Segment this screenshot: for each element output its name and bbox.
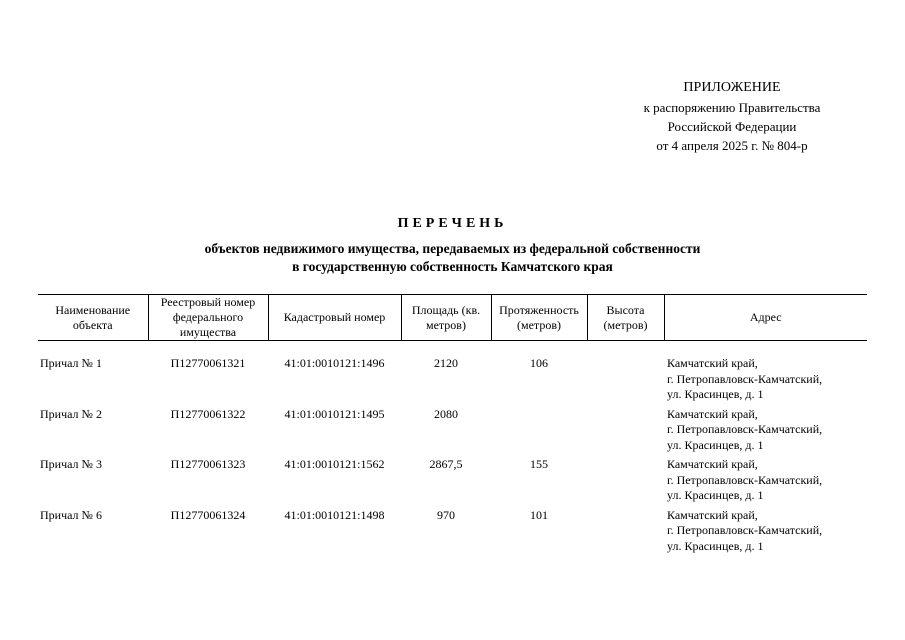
header-length: Протяженность (метров) xyxy=(491,295,587,341)
cell-length: 101 xyxy=(530,507,548,522)
cell-length: 106 xyxy=(530,356,548,370)
address-line-1: Камчатский край, xyxy=(667,457,758,471)
document-subtitle-line-2: в государственную собственность Камчатского края xyxy=(292,259,613,274)
property-table xyxy=(38,294,867,558)
table-row xyxy=(38,407,867,458)
table-row xyxy=(38,457,867,508)
appendix-line-1: к распоряжению Правительства xyxy=(643,100,821,115)
cell-registry: П12770061323 xyxy=(170,457,246,471)
header-area: Площадь (кв. метров) xyxy=(401,295,491,341)
cell-registry: П12770061324 xyxy=(170,507,246,522)
cell-height xyxy=(587,508,664,559)
cell-height xyxy=(587,457,664,508)
address-line-3: ул. Красинцев, д. 1 xyxy=(667,387,764,401)
cell-area: 2120 xyxy=(434,356,458,370)
header-height: Высота (метров) xyxy=(587,295,664,341)
table-row xyxy=(38,356,867,407)
cell-name: Причал № 6 xyxy=(40,507,102,522)
address-line-1: Камчатский край, xyxy=(667,507,758,522)
cell-registry: П12770061321 xyxy=(170,356,246,370)
cell-cadastral: 41:01:0010121:1498 xyxy=(284,507,385,522)
appendix-line-2: Российской Федерации xyxy=(667,119,797,134)
address-line-3: ул. Красинцев, д. 1 xyxy=(667,488,764,502)
cell-area: 2080 xyxy=(434,406,458,421)
cell-area: 2867,5 xyxy=(429,457,463,471)
appendix-line-3: от 4 апреля 2025 г. № 804-р xyxy=(656,138,808,153)
cell-address xyxy=(664,407,867,458)
address-line-1: Камчатский край, xyxy=(667,356,758,370)
cell-length xyxy=(491,407,587,458)
cell-address xyxy=(664,356,867,407)
property-table-container xyxy=(38,294,867,558)
header-registry: Реестровый номер федерального имущества xyxy=(148,295,268,341)
cell-address xyxy=(664,508,867,559)
address-line-2: г. Петропавловск-Камчатский, xyxy=(667,422,823,436)
cell-registry: П12770061322 xyxy=(170,406,246,421)
document-subtitle xyxy=(0,240,905,276)
cell-name: Причал № 3 xyxy=(40,457,102,471)
header-address: Адрес xyxy=(664,295,867,341)
cell-cadastral: 41:01:0010121:1495 xyxy=(284,406,385,421)
address-line-3: ул. Красинцев, д. 1 xyxy=(667,538,764,553)
appendix-title: ПРИЛОЖЕНИЕ xyxy=(683,80,781,95)
header-cadastral: Кадастровый номер xyxy=(268,295,401,341)
address-line-1: Камчатский край, xyxy=(667,406,758,421)
address-line-2: г. Петропавловск-Камчатский, xyxy=(667,371,823,386)
table-row xyxy=(38,508,867,559)
address-line-2: г. Петропавловск-Камчатский, xyxy=(667,523,823,537)
cell-cadastral: 41:01:0010121:1496 xyxy=(284,356,385,370)
cell-name: Причал № 1 xyxy=(40,356,102,370)
cell-name: Причал № 2 xyxy=(40,406,102,421)
table-header-row xyxy=(38,295,867,341)
cell-cadastral: 41:01:0010121:1562 xyxy=(284,457,385,471)
cell-area: 970 xyxy=(437,507,455,522)
table-spacer-row xyxy=(38,341,867,357)
appendix-block xyxy=(602,78,862,155)
address-line-3: ул. Красинцев, д. 1 xyxy=(667,437,764,452)
cell-address xyxy=(664,457,867,508)
cell-height xyxy=(587,407,664,458)
document-title: ПЕРЕЧЕНЬ xyxy=(397,216,508,231)
address-line-2: г. Петропавловск-Камчатский, xyxy=(667,472,823,487)
cell-height xyxy=(587,356,664,407)
header-name: Наименование объекта xyxy=(38,295,148,341)
document-subtitle-line-1: объектов недвижимого имущества, передаваемых из федеральной собственности xyxy=(204,241,701,256)
cell-length: 155 xyxy=(530,457,548,471)
